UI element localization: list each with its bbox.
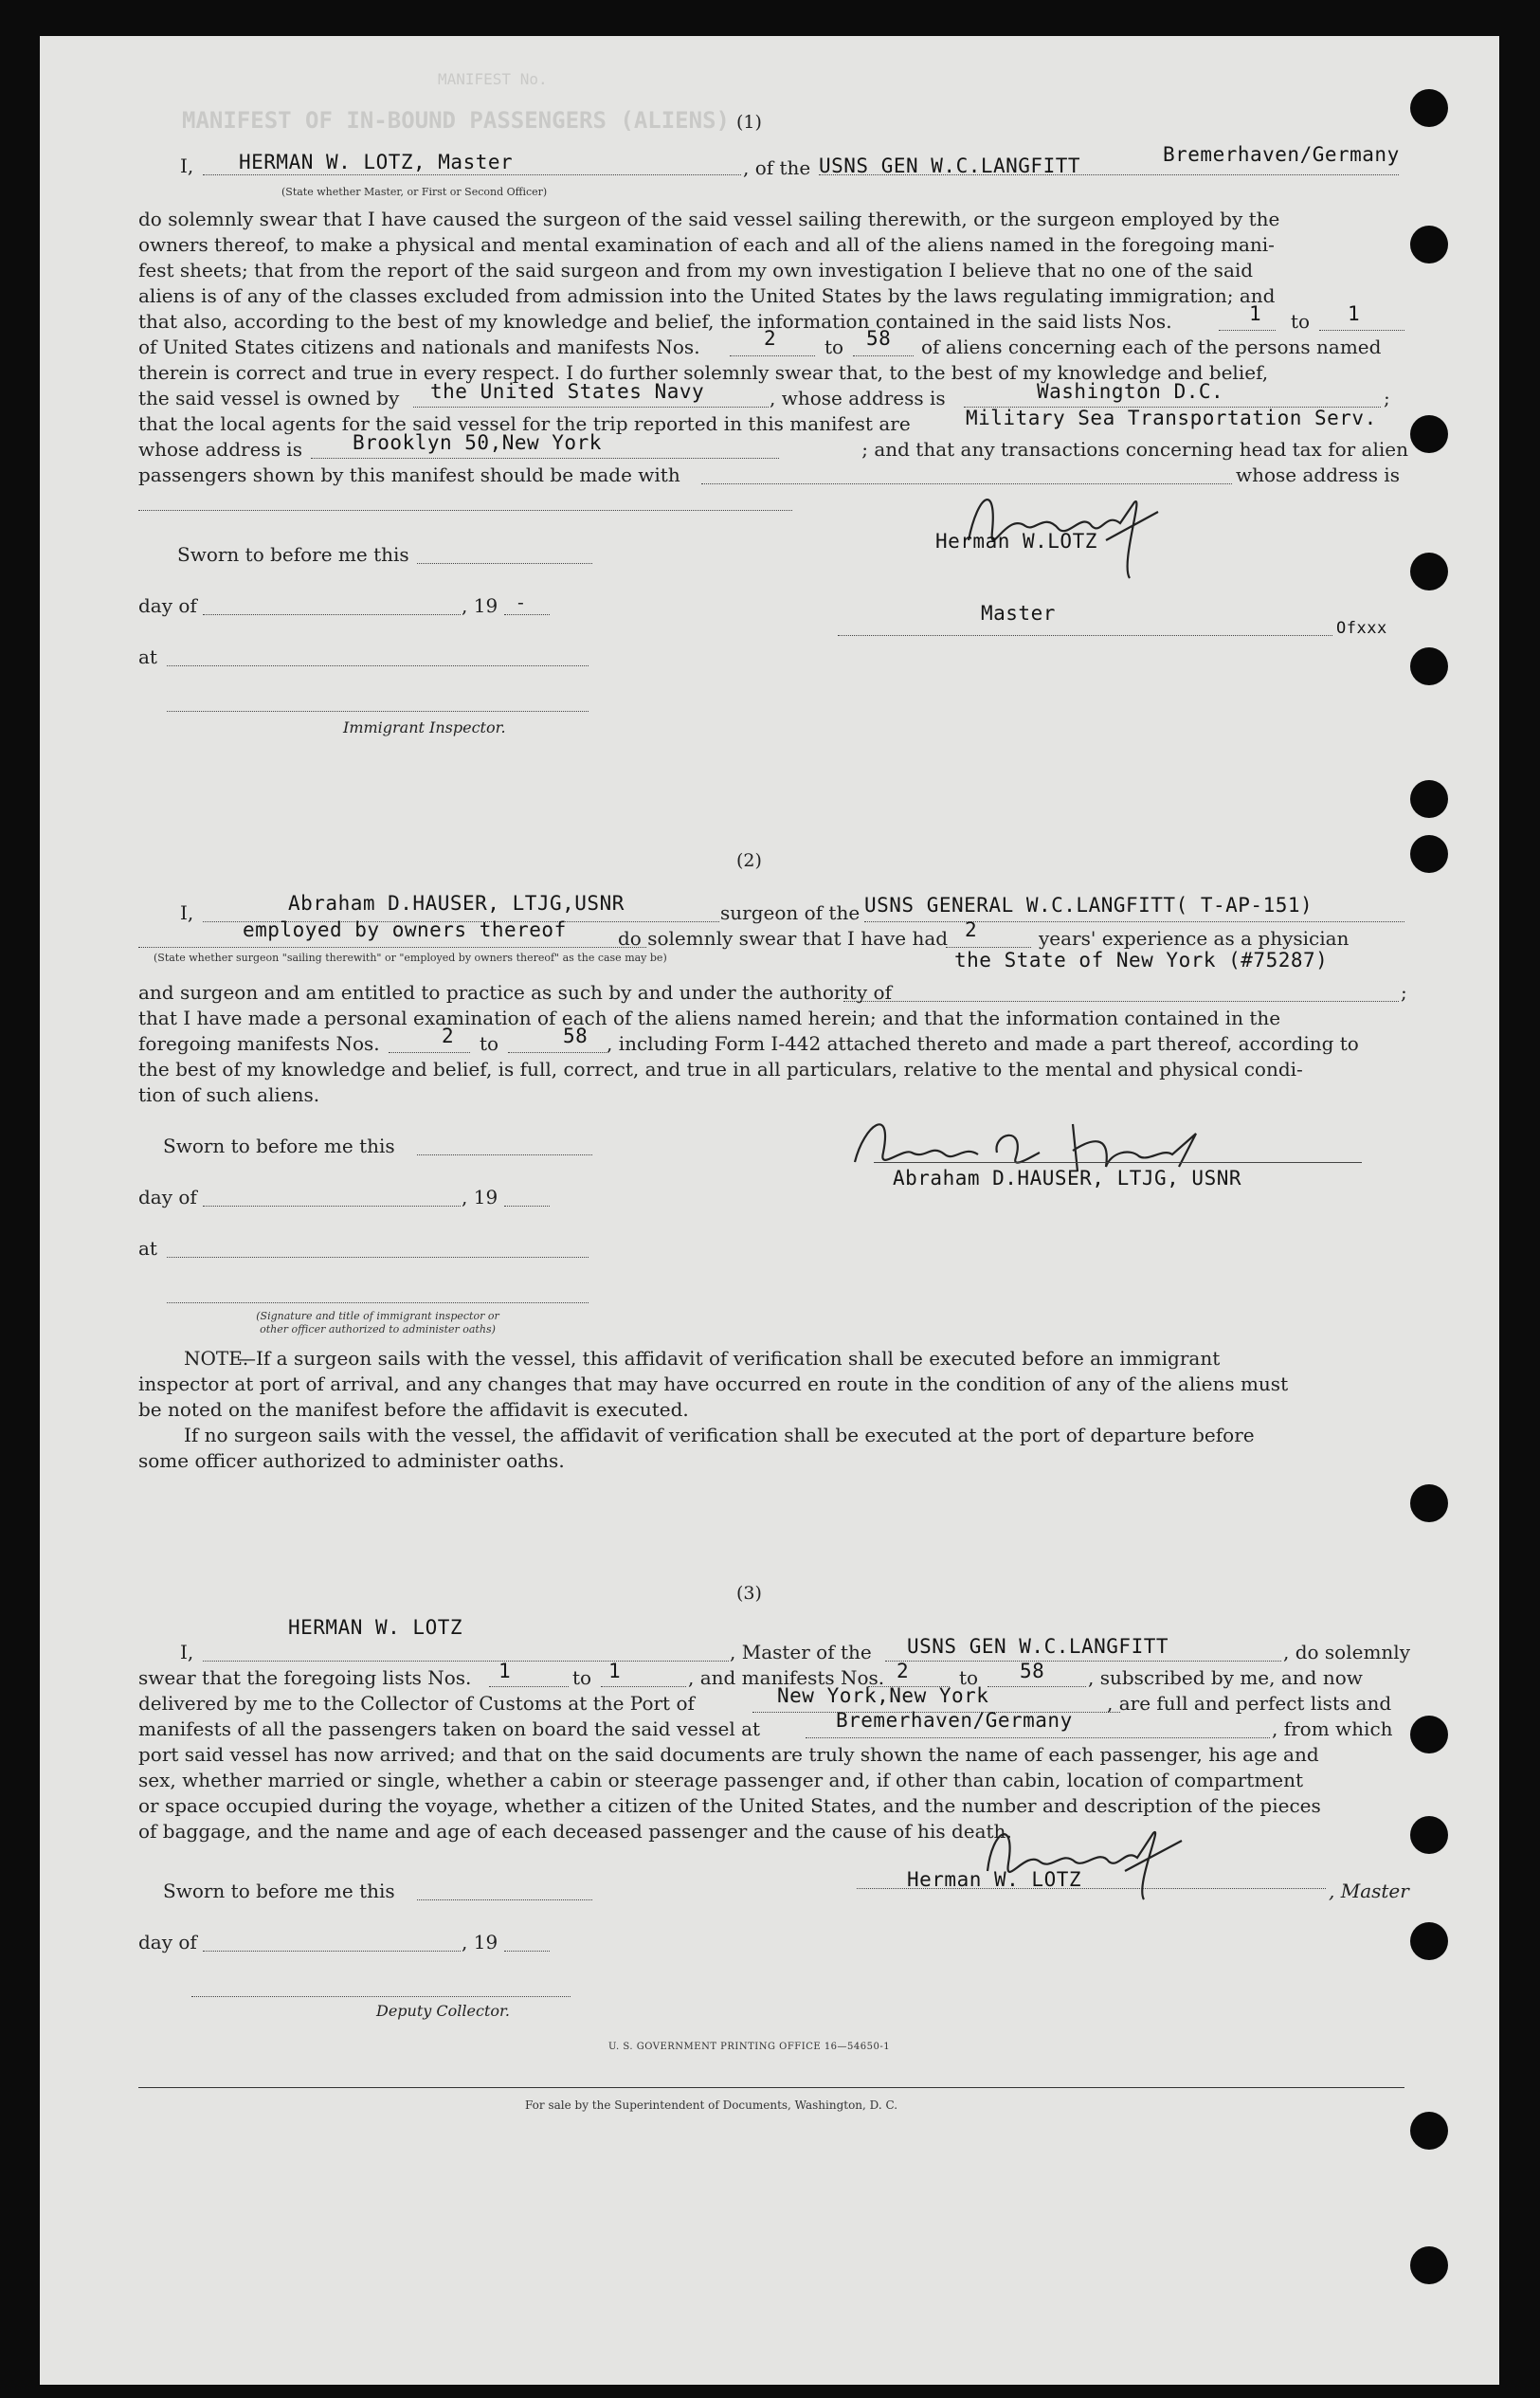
s2-sworn: Sworn to before me this: [163, 1135, 395, 1157]
s1-tax-text: ; and that any transactions concerning head tax for alien: [861, 438, 1408, 461]
s3-delivered: delivered by me to the Collector of Customs at the Port of: [138, 1692, 695, 1715]
s3-to-1: to: [572, 1666, 592, 1689]
s1-line6a: of United States citizens and nationals and manifests Nos.: [138, 336, 700, 358]
ghost-header: MANIFEST OF IN-BOUND PASSENGERS (ALIENS): [182, 107, 730, 134]
s3-name: HERMAN W. LOTZ: [288, 1616, 463, 1639]
s2-signer: Abraham D.HAUSER, LTJG, USNR: [893, 1167, 1242, 1190]
s3-swear-lists: swear that the foregoing lists Nos.: [138, 1666, 472, 1689]
s1-owned-label: the said vessel is owned by: [138, 387, 400, 409]
s3-man-to: 58: [1020, 1660, 1045, 1682]
s3-line-h: of baggage, and the name and age of each deceased passenger and the cause of his death.: [138, 1820, 1012, 1843]
s1-line6b: of aliens concerning each of the persons named: [921, 336, 1382, 358]
s1-lists-from: 1: [1249, 302, 1262, 325]
s1-manifests-to: 58: [866, 327, 892, 350]
s2-year: , 19: [462, 1186, 498, 1208]
s2-i: I,: [180, 901, 194, 924]
s1-manifests-from: 2: [764, 327, 777, 350]
s2-man-to-word: to: [480, 1032, 499, 1055]
s3-to-2: to: [959, 1666, 979, 1689]
s3-vessel: USNS GEN W.C.LANGFITT: [907, 1635, 1169, 1658]
s2-line-d: tion of such aliens.: [138, 1083, 320, 1106]
s1-passengers-text: passengers shown by this manifest should be made with: [138, 463, 680, 486]
s1-of-the: , of the: [743, 156, 811, 179]
s3-line-e: port said vessel has now arrived; and that on the said documents are truly shown the name of each passenger, his age and: [138, 1743, 1319, 1766]
section-3-number: (3): [736, 1583, 762, 1604]
s3-for-sale: For sale by the Superintendent of Documents, Washington, D. C.: [525, 2098, 898, 2112]
s3-man-from: 2: [897, 1660, 910, 1682]
s2-surgeon-name: Abraham D.HAUSER, LTJG,USNR: [288, 892, 625, 915]
s2-surgeon-of-the: surgeon of the: [720, 901, 861, 924]
s1-agents-address: Brooklyn 50,New York: [353, 431, 602, 454]
s3-subscribed: , subscribed by me, and now: [1088, 1666, 1363, 1689]
s1-signer-title: Master: [981, 602, 1056, 625]
s1-name-caption: (State whether Master, or First or Second Officer): [281, 186, 548, 198]
punch-hole: [1410, 89, 1448, 127]
punch-hole: [1410, 1922, 1448, 1960]
s2-authority-value: the State of New York (#75287): [954, 949, 1329, 972]
s3-embark: Bremerhaven/Germany: [836, 1709, 1073, 1732]
s1-day-of: day of: [138, 594, 197, 617]
s1-year: , 19: [462, 594, 498, 617]
s2-note-2: inspector at port of arrival, and any changes that may have occurred en route in the condition of any of the aliens must: [138, 1372, 1289, 1395]
s3-deputy: Deputy Collector.: [376, 2002, 510, 2020]
s1-to-word-2: to: [824, 336, 844, 358]
punch-hole: [1410, 835, 1448, 873]
s2-vessel: USNS GENERAL W.C.LANGFITT( T-AP-151): [864, 894, 1314, 917]
manifest-page: MANIFEST OF IN-BOUND PASSENGERS (ALIENS) MANIFEST No. (1) I, HERMAN W. LOTZ, Master (State whether Master, or First or Second Officer) , of the USNS GEN W.C.LANGFITT Bremerhaven/Germany do solemnly swear that I have caused the surgeon of the said vessel sailing therewith, or the surgeon employed by the owners thereof, to make a physical and mental examination of each and all of the aliens named in the foregoing mani- fest sheets; that from the report of the said surgeon and from my own investigation I believe that no one of the said aliens is of any of the classes excluded from admission into the United States by the laws regulating immigration; and that also, according to the best of my knowledge and belief, the information contained in the said lists Nos. 1 to 1 of United States citizens and nationals and manifests Nos. 2 to 58 of aliens concerning each of the persons named therein is correct and true in every respect. I do further solemnly swear that, to the best of my knowledge and belief, the said vessel is owned by the United States Navy , whose address is Washington D.C. ; that the local agents for the said vessel for the trip reported in this manifest are Military Sea Transportation Serv. whose address is Brooklyn 50,New York ; and that any transactions concerning head tax for alien passengers shown by this manifest should be made with whose address is Herman W.LOTZ Sworn to before me this day of , 19 - at Immigrant Inspector. Master Ofxxx (2) I, Abraham D.HAUSER, LTJG,USNR surgeon of the USNS GENERAL W.C.LANGFITT( T-AP-151) employed by owners thereof do solemnly swear that I have had 2 years' experience as a physician (State whether surgeon "sailing therewith" or "employed by owners thereof" as the case may be) the State of New York (#75287) and surgeon and am entitled to practice as such by and under the authority of ; that I have made a personal examination of each of the aliens named herein; and that the information contained in the foregoing manifests Nos. 2 to 58 , including Form I-442 attached thereto and made a part thereof, according to the best of my knowledge and belief, is full, correct, and true in all particulars, relative to the mental and physical condi- tion of such aliens. Abraham D.HAUSER, LTJG, USNR Sworn to before me this day of , 19 at (Signature and title of immigrant inspector or other officer authorized to administer oaths) NOTE. —If a surgeon sails with the vessel, this affidavit of verification shall be executed before an immigrant inspector at port of arrival, and any changes that may have occurred en route in the condition of any of the aliens must be noted on the manifest before the affidavit is executed. If no surgeon sails with the vessel, the affidavit of verification shall be executed at the port of departure before some officer authorized to administer oaths. (3) HERMAN W. LOTZ I, , Master of the USNS GEN W.C.LANGFITT , do solemnly swear that the foregoing lists Nos. 1 to 1 , and manifests Nos. 2 to 58 , subscribed by me, and now delivered by me to the Collector of Customs at the Port of New York,New York , are full and perfect lists and manifests of all the passengers taken on board the said vessel at Bremerhaven/Germany , from which port said vessel has now arrived; and that on the said documents are truly shown the name of each passenger, his age and sex, whether married or single, whether a cabin or steerage passenger and, if other than cabin, location of compartment or space occupied during the voyage, whether a citizen of the United States, and the number and description of the pieces of baggage, and the name and age of each deceased passenger and the cause of his death. Herman W. LOTZ , Master Sworn to before me this day of , 19 Deputy Collector. U. S. GOVERNMENT PRINTING OFFICE 16—54650-1 For sale by the Superintendent of Documents, Washington, D. C.: [40, 36, 1499, 2385]
punch-hole: [1410, 2246, 1448, 2284]
s2-line-b1: foregoing manifests Nos.: [138, 1032, 380, 1055]
punch-hole: [1410, 780, 1448, 818]
s3-manifests-all: manifests of all the passengers taken on board the said vessel at: [138, 1717, 761, 1740]
s1-lists-to-word: to: [1291, 310, 1311, 333]
ghost-manifest-no: MANIFEST No.: [438, 70, 548, 88]
punch-hole: [1410, 1484, 1448, 1522]
s1-line1: do solemnly swear that I have caused the surgeon of the said vessel sailing therewith, or the surgeon employed by the: [138, 208, 1280, 230]
s3-i: I,: [180, 1641, 194, 1663]
s2-caption-sig2: other officer authorized to administer oaths): [260, 1323, 496, 1335]
s3-lists-to: 1: [608, 1660, 622, 1682]
s1-owner-address: Washington D.C.: [1037, 380, 1224, 403]
section-2-number: (2): [736, 850, 762, 871]
section-1-number: (1): [736, 112, 762, 133]
s1-from-port: Bremerhaven/Germany: [1163, 143, 1400, 166]
s3-master-suffix: , Master: [1329, 1880, 1409, 1902]
s3-signer: Herman W. LOTZ: [907, 1868, 1082, 1891]
s1-whose-address-end: whose address is: [1236, 463, 1400, 486]
s3-lists-from: 1: [498, 1660, 512, 1682]
punch-hole: [1410, 553, 1448, 590]
s3-sworn: Sworn to before me this: [163, 1880, 395, 1902]
s3-line-f: sex, whether married or single, whether a cabin or steerage passenger and, if other than cabin, location of compartment: [138, 1769, 1304, 1791]
s3-port: New York,New York: [777, 1684, 989, 1707]
s1-line2: owners thereof, to make a physical and mental examination of each and all of the aliens named in the foregoing mani-: [138, 233, 1275, 256]
s2-note-1: —If a surgeon sails with the vessel, this affidavit of verification shall be executed before an immigrant: [237, 1347, 1221, 1370]
s2-line-c: the best of my knowledge and belief, is full, correct, and true in all particulars, relative to the mental and physical condi-: [138, 1058, 1303, 1081]
punch-hole: [1410, 647, 1448, 685]
s2-note-4: If no surgeon sails with the vessel, the affidavit of verification shall be executed at the port of departure before: [184, 1424, 1255, 1446]
s1-sworn: Sworn to before me this: [177, 543, 409, 566]
punch-hole: [1410, 226, 1448, 263]
s1-line7: therein is correct and true in every respect. I do further solemnly swear that, to the best of my knowledge and belief,: [138, 361, 1269, 384]
s1-agents: Military Sea Transportation Serv.: [966, 407, 1377, 429]
s2-note-label: NOTE.: [184, 1347, 249, 1370]
s1-agents-address-label: whose address is: [138, 438, 302, 461]
s2-caption-sig1: (Signature and title of immigrant inspector or: [256, 1310, 499, 1322]
s2-swear-text: do solemnly swear that I have had: [618, 927, 949, 950]
punch-hole: [1410, 415, 1448, 453]
signature-master-3: [950, 1805, 1215, 1909]
punch-hole: [1410, 2112, 1448, 2150]
s2-experience-text: years' experience as a physician: [1039, 927, 1350, 950]
s2-note-5: some officer authorized to administer oaths.: [138, 1449, 565, 1472]
s2-line-authority: and surgeon and am entitled to practice as such by and under the authority of: [138, 981, 892, 1004]
s1-signer: Herman W.LOTZ: [935, 530, 1097, 553]
s1-agents-label: that the local agents for the said vessel for the trip reported in this manifest are: [138, 412, 911, 435]
s1-inspector-caption: Immigrant Inspector.: [343, 718, 506, 736]
s3-do-solemnly: , do solemnly: [1283, 1641, 1410, 1663]
s3-and-manifests: , and manifests Nos.: [688, 1666, 885, 1689]
s2-man-to: 58: [563, 1025, 589, 1047]
s1-lists-to: 1: [1348, 302, 1361, 325]
s1-line3: fest sheets; that from the report of the said surgeon and from my own investigation I believe that no one of the said: [138, 259, 1254, 282]
s1-i: I,: [180, 154, 194, 177]
s2-line-a: that I have made a personal examination of each of the aliens named herein; and that the information contained in the: [138, 1007, 1281, 1029]
s2-note-3: be noted on the manifest before the affidavit is executed.: [138, 1398, 689, 1421]
s2-years: 2: [965, 918, 978, 941]
s1-title-suffix: Ofxxx: [1336, 619, 1387, 638]
s3-gpo: U. S. GOVERNMENT PRINTING OFFICE 16—54650-1: [608, 2042, 891, 2052]
s1-owner: the United States Navy: [430, 380, 705, 403]
s1-at: at: [138, 645, 157, 668]
s2-day-of: day of: [138, 1186, 197, 1208]
s3-from-which: , from which: [1272, 1717, 1393, 1740]
s2-employed: employed by owners thereof: [243, 918, 567, 941]
s2-man-from: 2: [442, 1025, 455, 1047]
s3-day-of: day of: [138, 1931, 197, 1953]
s1-master-name: HERMAN W. LOTZ, Master: [239, 151, 514, 173]
s3-line-g: or space occupied during the voyage, whether a citizen of the United States, and the number and description of the pieces: [138, 1794, 1321, 1817]
s1-year-dash: -: [517, 590, 524, 613]
s1-vessel: USNS GEN W.C.LANGFITT: [819, 154, 1081, 177]
s3-are-full: , are full and perfect lists and: [1107, 1692, 1392, 1715]
punch-hole: [1410, 1816, 1448, 1854]
s1-whose-address: , whose address is: [770, 387, 946, 409]
s1-line4: aliens is of any of the classes excluded from admission into the United States by the laws regulating immigration; and: [138, 284, 1276, 307]
s2-line-b2: , including Form I-442 attached thereto and made a part thereof, according to: [607, 1032, 1359, 1055]
punch-hole: [1410, 1716, 1448, 1753]
s3-master-of-the: , Master of the: [730, 1641, 872, 1663]
s2-caption: (State whether surgeon "sailing therewith" or "employed by owners thereof" as the case may be): [154, 952, 667, 964]
s3-year: , 19: [462, 1931, 498, 1953]
s1-line5: that also, according to the best of my knowledge and belief, the information contained in the said lists Nos.: [138, 310, 1172, 333]
s2-at: at: [138, 1237, 157, 1260]
